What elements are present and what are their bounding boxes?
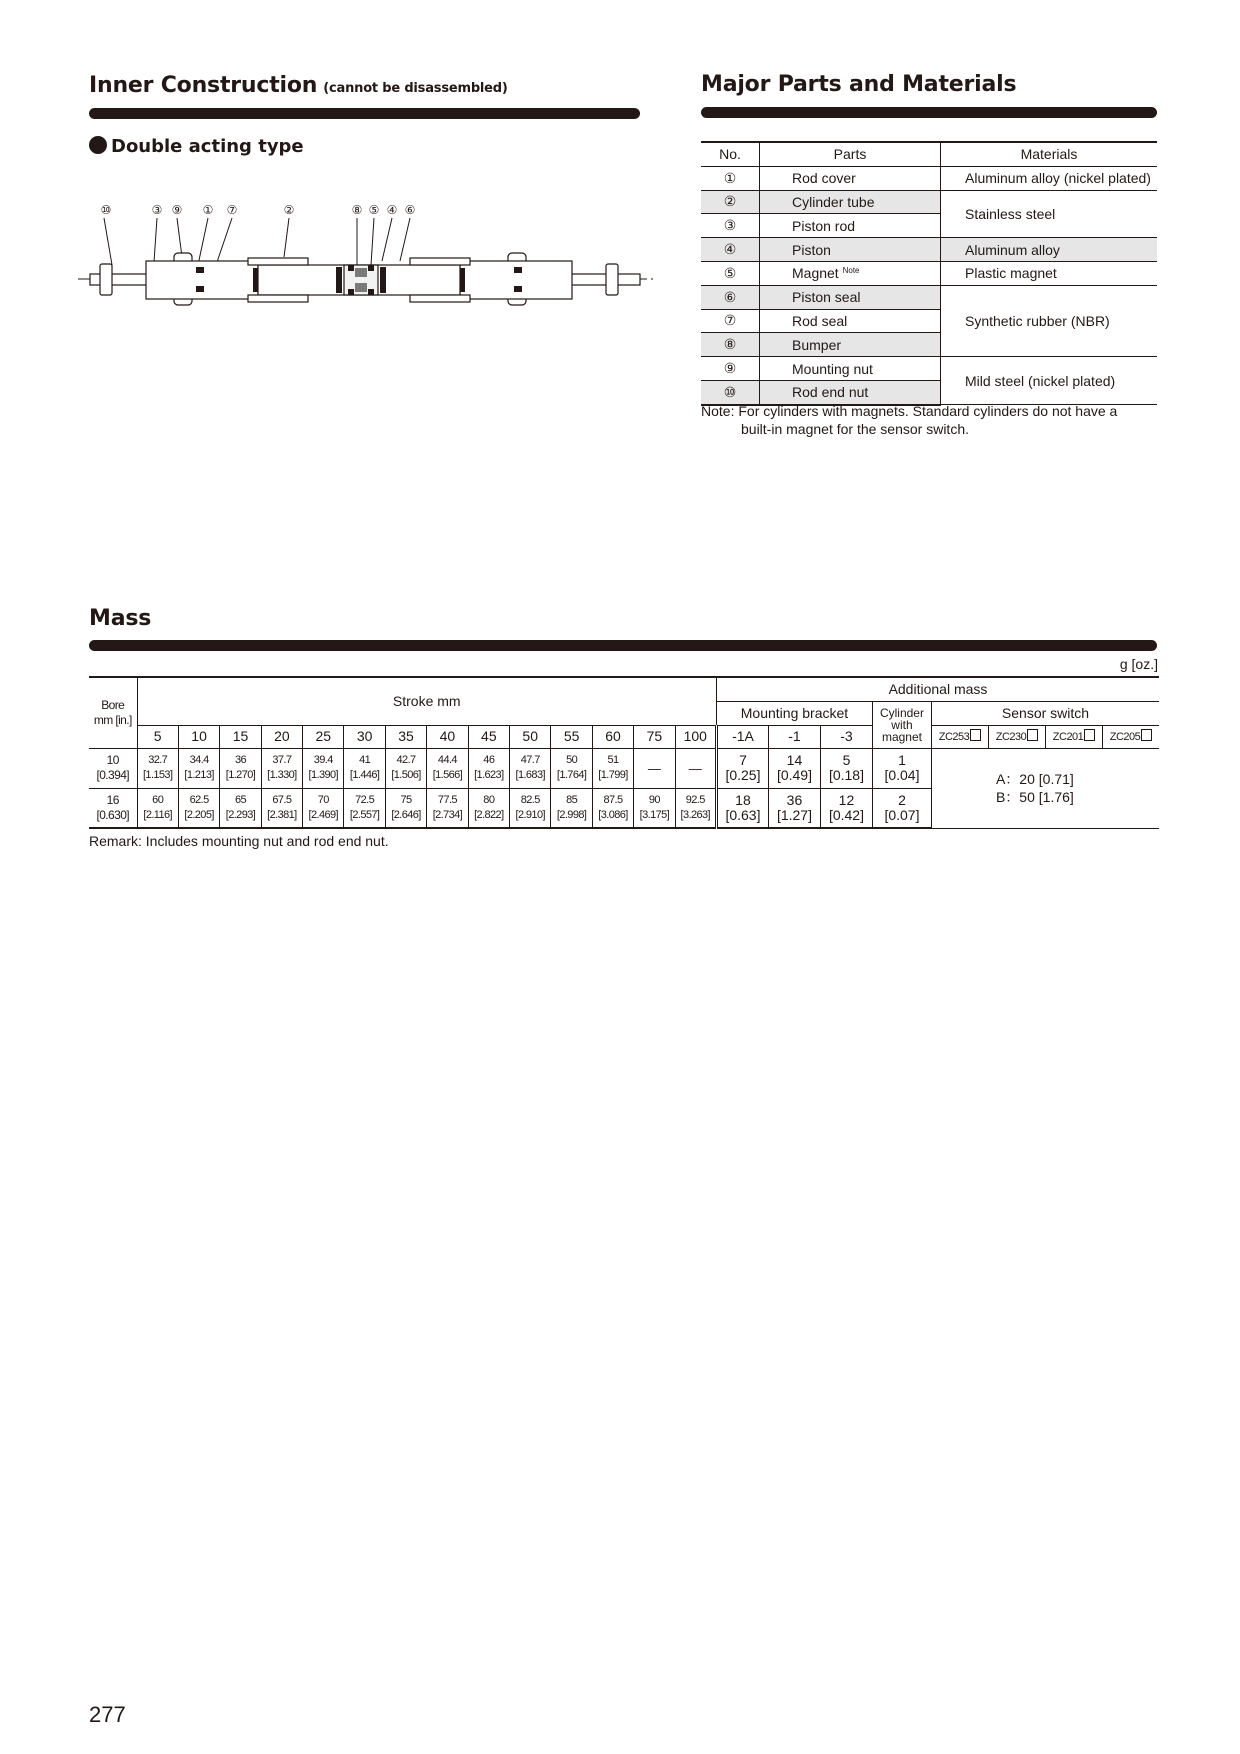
placeholder-box-icon bbox=[1084, 729, 1095, 741]
mass-oz: [3.175] bbox=[639, 808, 670, 821]
mass-cell bbox=[468, 748, 509, 788]
callout-1: ① bbox=[202, 203, 214, 217]
mass-row-bore-10 bbox=[89, 748, 1159, 788]
row-part: Piston bbox=[760, 238, 941, 262]
table-row bbox=[701, 261, 1157, 285]
callout-3: ③ bbox=[151, 203, 163, 217]
mass-oz: [2.469] bbox=[308, 808, 338, 821]
bracket-cell bbox=[716, 748, 768, 788]
mass-cell bbox=[344, 748, 385, 788]
mass-oz: [1.683] bbox=[515, 769, 545, 781]
note-text-1: For cylinders with magnets. Standard cylinders do not have a bbox=[738, 403, 1118, 419]
callout-5: ⑤ bbox=[368, 203, 380, 217]
callout-7: ⑦ bbox=[226, 203, 238, 217]
bore-value: 16 bbox=[106, 792, 119, 807]
switch-zc253 bbox=[931, 725, 988, 748]
magnet-oz: [0.07] bbox=[884, 806, 920, 823]
row-material: Aluminum alloy bbox=[941, 238, 1158, 262]
mass-g: 85 bbox=[566, 793, 578, 806]
stroke-100: 100 bbox=[675, 725, 716, 748]
double-acting-heading-text: Double acting type bbox=[111, 136, 304, 157]
mass-cell bbox=[551, 788, 592, 828]
mass-oz: [1.270] bbox=[225, 769, 256, 781]
mass-cell: — bbox=[634, 748, 675, 788]
mass-g: 50 bbox=[566, 754, 578, 766]
switch-zc201 bbox=[1046, 725, 1103, 748]
mass-g: 51 bbox=[607, 754, 619, 766]
mass-g: 65 bbox=[234, 793, 246, 806]
bore-cell bbox=[89, 748, 137, 788]
switch-zc205 bbox=[1103, 725, 1159, 748]
stroke-60: 60 bbox=[592, 725, 633, 748]
callout-2: ② bbox=[283, 203, 295, 217]
page-number: 277 bbox=[89, 1702, 126, 1727]
inner-construction-subtitle: (cannot be disassembled) bbox=[323, 81, 508, 96]
stroke-50: 50 bbox=[510, 725, 551, 748]
row-material: Plastic magnet bbox=[941, 261, 1158, 285]
mass-cell bbox=[427, 788, 468, 828]
bracket-g: 12 bbox=[838, 791, 855, 808]
mass-cell bbox=[344, 788, 385, 828]
mass-cell bbox=[178, 788, 219, 828]
mass-g: 46 bbox=[483, 754, 495, 766]
magnet-oz: [0.04] bbox=[884, 767, 920, 783]
row-no: ⑦ bbox=[701, 309, 760, 333]
bracket-cell bbox=[768, 788, 820, 828]
mass-oz: [1.153] bbox=[142, 769, 173, 781]
row-no: ② bbox=[701, 190, 760, 214]
stroke-75: 75 bbox=[634, 725, 675, 748]
mass-cell bbox=[303, 788, 344, 828]
row-no: ⑩ bbox=[701, 380, 760, 404]
note-label: Note: bbox=[701, 403, 735, 419]
mounting-bracket-header: Mounting bracket bbox=[716, 701, 872, 725]
bracket-oz: [0.18] bbox=[828, 767, 864, 783]
switch-zc230 bbox=[989, 725, 1046, 748]
row-material: Mild steel (nickel plated) bbox=[941, 357, 1158, 405]
magnet-cell bbox=[872, 788, 931, 828]
mass-oz: [2.734] bbox=[432, 808, 463, 821]
mass-cell bbox=[261, 788, 302, 828]
mass-g: 72.5 bbox=[355, 793, 375, 806]
mass-oz: [2.910] bbox=[515, 808, 545, 821]
parts-note-line2: built-in magnet for the sensor switch. bbox=[741, 421, 969, 437]
mass-g: 67.5 bbox=[272, 793, 292, 806]
switch-zc253-label: ZC253 bbox=[938, 730, 970, 743]
stroke-15: 15 bbox=[220, 725, 261, 748]
callout-6: ⑥ bbox=[404, 203, 416, 217]
mass-header-row-1 bbox=[89, 677, 1159, 701]
table-row bbox=[701, 357, 1157, 381]
mass-oz: [1.506] bbox=[391, 769, 421, 781]
mass-oz: [2.822] bbox=[474, 808, 504, 821]
mass-cell bbox=[220, 748, 261, 788]
mass-oz: [1.330] bbox=[267, 769, 297, 781]
bracket-1a: -1A bbox=[716, 725, 768, 748]
table-header-row bbox=[701, 142, 1157, 166]
sensor-b: B：50 [1.76] bbox=[995, 789, 1074, 805]
row-no: ③ bbox=[701, 214, 760, 238]
mass-oz: [3.086] bbox=[598, 808, 628, 821]
mass-table bbox=[89, 676, 1159, 829]
row-part bbox=[760, 261, 941, 285]
bracket-g: 18 bbox=[735, 791, 751, 808]
bracket-oz: [0.63] bbox=[725, 806, 761, 823]
stroke-35: 35 bbox=[385, 725, 426, 748]
double-acting-heading bbox=[89, 136, 304, 157]
mass-cell bbox=[303, 748, 344, 788]
mass-cell bbox=[592, 748, 633, 788]
mass-cell bbox=[675, 788, 716, 828]
magnet-cell bbox=[872, 748, 931, 788]
mass-g: 87.5 bbox=[603, 793, 623, 806]
mass-cell bbox=[551, 748, 592, 788]
mass-cell bbox=[385, 748, 426, 788]
callout-9: ⑨ bbox=[171, 203, 183, 217]
switch-zc205-label: ZC205 bbox=[1109, 730, 1141, 743]
mass-cell bbox=[220, 788, 261, 828]
mass-oz: [2.205] bbox=[184, 808, 214, 821]
section-rule bbox=[89, 640, 1157, 651]
bracket-oz: [0.42] bbox=[828, 806, 864, 823]
row-part: Cylinder tube bbox=[760, 190, 941, 214]
mass-g: 70 bbox=[317, 793, 329, 806]
bracket-3: -3 bbox=[820, 725, 872, 748]
additional-mass-header: Additional mass bbox=[716, 677, 1159, 701]
mass-g: 80 bbox=[483, 793, 495, 806]
switch-zc230-label: ZC230 bbox=[995, 730, 1027, 743]
mass-g: 77.5 bbox=[437, 793, 457, 806]
bracket-1: -1 bbox=[768, 725, 820, 748]
bore-header bbox=[89, 677, 137, 748]
col-parts: Parts bbox=[760, 142, 941, 166]
bore-cell bbox=[89, 788, 137, 828]
cwm-line2: with bbox=[891, 717, 913, 732]
table-row bbox=[701, 285, 1157, 309]
row-part: Rod seal bbox=[760, 309, 941, 333]
placeholder-box-icon bbox=[1027, 729, 1038, 741]
bore-header-text: Bore bbox=[101, 697, 125, 712]
mass-g: 92.5 bbox=[685, 793, 705, 806]
bore-unit-text: mm [in.] bbox=[93, 712, 132, 727]
mass-cell bbox=[634, 788, 675, 828]
row-no: ⑧ bbox=[701, 333, 760, 357]
placeholder-box-icon bbox=[970, 729, 981, 741]
table-row bbox=[701, 166, 1157, 190]
mass-oz: [1.446] bbox=[349, 769, 380, 781]
note-marker: Note bbox=[842, 266, 860, 276]
table-row bbox=[701, 190, 1157, 214]
mass-cell bbox=[137, 788, 178, 828]
mass-oz: [3.263] bbox=[680, 808, 710, 821]
row-part: Bumper bbox=[760, 333, 941, 357]
mass-oz: [1.764] bbox=[556, 769, 587, 781]
cylinder-with-magnet-header bbox=[872, 701, 931, 748]
stroke-header: Stroke mm bbox=[137, 677, 716, 725]
mass-g: 36 bbox=[234, 754, 246, 766]
mass-g: 37.7 bbox=[272, 754, 292, 766]
sensor-a: A：20 [0.71] bbox=[995, 771, 1074, 787]
mass-oz: [2.557] bbox=[349, 808, 380, 821]
magnet-g: 1 bbox=[898, 752, 906, 768]
stroke-25: 25 bbox=[303, 725, 344, 748]
row-part: Rod cover bbox=[760, 166, 941, 190]
bracket-cell bbox=[768, 748, 820, 788]
row-no: ⑤ bbox=[701, 261, 760, 285]
mass-oz: [2.293] bbox=[225, 808, 256, 821]
mass-g: 42.7 bbox=[396, 754, 416, 766]
col-no: No. bbox=[701, 142, 760, 166]
row-material: Stainless steel bbox=[941, 190, 1158, 238]
mass-oz: [2.116] bbox=[143, 808, 172, 821]
bracket-g: 14 bbox=[786, 752, 803, 768]
bore-value-in: [0.394] bbox=[96, 768, 129, 782]
mass-oz: [1.799] bbox=[598, 769, 628, 781]
stroke-10: 10 bbox=[178, 725, 219, 748]
cwm-line3: magnet bbox=[881, 729, 922, 744]
mass-g: 60 bbox=[152, 793, 164, 806]
stroke-5: 5 bbox=[137, 725, 178, 748]
row-part: Piston rod bbox=[760, 214, 941, 238]
row-no: ① bbox=[701, 166, 760, 190]
bracket-oz: [0.25] bbox=[725, 767, 761, 783]
bracket-g: 36 bbox=[786, 791, 803, 808]
mass-g: 82.5 bbox=[520, 793, 540, 806]
mass-g: 41 bbox=[359, 754, 371, 766]
cylinder-cross-section-drawing bbox=[78, 195, 653, 315]
sensor-switch-mass-cell bbox=[931, 748, 1159, 828]
bracket-cell bbox=[820, 788, 872, 828]
major-parts-title: Major Parts and Materials bbox=[701, 72, 1017, 97]
mass-g: 34.4 bbox=[189, 754, 209, 766]
stroke-55: 55 bbox=[551, 725, 592, 748]
mass-cell bbox=[592, 788, 633, 828]
col-materials: Materials bbox=[941, 142, 1158, 166]
mass-g: 75 bbox=[400, 793, 412, 806]
row-no: ④ bbox=[701, 238, 760, 262]
mass-oz: [1.213] bbox=[184, 769, 214, 781]
mass-cell bbox=[178, 748, 219, 788]
mass-unit: g [oz.] bbox=[1119, 656, 1158, 672]
mass-g: 90 bbox=[648, 793, 660, 806]
callout-4: ④ bbox=[386, 203, 398, 217]
bore-value-in: [0.630] bbox=[96, 807, 129, 822]
parts-materials-table bbox=[701, 141, 1157, 406]
parts-note bbox=[701, 402, 1161, 438]
section-rule bbox=[89, 108, 640, 119]
mass-cell: — bbox=[675, 748, 716, 788]
table-row bbox=[701, 238, 1157, 262]
stroke-40: 40 bbox=[427, 725, 468, 748]
inner-construction-title bbox=[89, 73, 508, 98]
mass-cell bbox=[468, 788, 509, 828]
stroke-45: 45 bbox=[468, 725, 509, 748]
mass-oz: [1.566] bbox=[432, 769, 463, 781]
row-material: Aluminum alloy (nickel plated) bbox=[941, 166, 1158, 190]
cwm-line1: Cylinder bbox=[879, 705, 924, 720]
mass-cell bbox=[137, 748, 178, 788]
bracket-oz: [0.49] bbox=[776, 767, 812, 783]
inner-construction-title-text: Inner Construction bbox=[89, 73, 318, 98]
row-material: Synthetic rubber (NBR) bbox=[941, 285, 1158, 356]
bracket-g: 7 bbox=[739, 752, 747, 768]
magnet-g: 2 bbox=[898, 791, 906, 808]
switch-zc201-label: ZC201 bbox=[1052, 730, 1084, 743]
mass-g: 47.7 bbox=[520, 754, 540, 766]
bracket-oz: [1.27] bbox=[776, 806, 812, 823]
bracket-cell bbox=[820, 748, 872, 788]
row-part: Mounting nut bbox=[760, 357, 941, 381]
callout-8: ⑧ bbox=[351, 203, 363, 217]
mass-title: Mass bbox=[89, 606, 152, 631]
sensor-switch-header: Sensor switch bbox=[931, 701, 1159, 725]
parts-note-line1 bbox=[701, 402, 1161, 420]
stroke-20: 20 bbox=[261, 725, 302, 748]
mass-oz: [1.390] bbox=[308, 769, 338, 781]
placeholder-box-icon bbox=[1141, 729, 1152, 741]
bullet-icon bbox=[89, 136, 107, 154]
mass-header-row-3 bbox=[89, 725, 1159, 748]
mass-g: 39.4 bbox=[313, 754, 333, 766]
stroke-30: 30 bbox=[344, 725, 385, 748]
mass-cell bbox=[510, 748, 551, 788]
mass-oz: [1.623] bbox=[474, 769, 504, 781]
bracket-cell bbox=[716, 788, 768, 828]
mass-g: 32.7 bbox=[148, 754, 168, 766]
mass-g: 44.4 bbox=[437, 754, 457, 766]
row-part: Piston seal bbox=[760, 285, 941, 309]
mass-oz: [2.998] bbox=[556, 808, 587, 821]
section-rule bbox=[701, 107, 1157, 118]
row-part-text: Magnet bbox=[792, 265, 839, 282]
mass-g: 62.5 bbox=[189, 793, 209, 806]
row-no: ⑥ bbox=[701, 285, 760, 309]
mass-cell bbox=[261, 748, 302, 788]
mass-cell bbox=[385, 788, 426, 828]
bore-value: 10 bbox=[106, 753, 119, 767]
mass-cell bbox=[510, 788, 551, 828]
row-no: ⑨ bbox=[701, 357, 760, 381]
mass-oz: [2.381] bbox=[267, 808, 297, 821]
mass-oz: [2.646] bbox=[391, 808, 421, 821]
callout-10: ⑩ bbox=[100, 203, 112, 217]
row-part: Rod end nut bbox=[760, 380, 941, 404]
mass-remark: Remark: Includes mounting nut and rod end nut. bbox=[89, 833, 389, 849]
mass-cell bbox=[427, 748, 468, 788]
bracket-g: 5 bbox=[842, 752, 851, 768]
